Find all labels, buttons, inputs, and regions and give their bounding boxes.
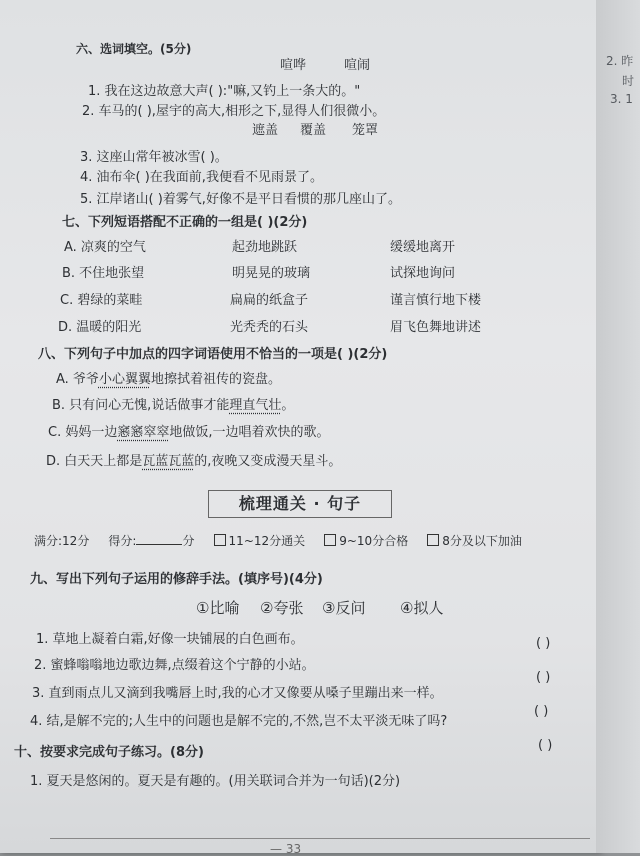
adjacent-text-3: 3. 1 bbox=[610, 92, 633, 106]
adjacent-text-1: 2. 昨 bbox=[606, 54, 634, 68]
rhetoric-question-3: 3. 直到雨点儿又滴到我嘴唇上时,我的心才又像要从嗓子里蹦出来一样。 bbox=[32, 686, 443, 701]
checkbox-pass-full[interactable] bbox=[214, 534, 226, 546]
section7-heading: 七、下列短语搭配不正确的一组是( )(2分) bbox=[62, 215, 308, 230]
word-option: 遮盖 bbox=[252, 123, 279, 138]
choice-b-col2: 明晃晃的玻璃 bbox=[232, 266, 311, 281]
fill-question-5: 5. 江岸诸山( )着雾气,好像不是平日看惯的那几座山了。 bbox=[80, 192, 401, 207]
option-b: B. 只有问心无愧,说话做事才能理直气壮。 bbox=[52, 398, 295, 413]
checkbox-encourage[interactable] bbox=[427, 534, 439, 546]
word-option: 笼罩 bbox=[352, 123, 379, 138]
word-option: 喧哗 bbox=[280, 58, 307, 73]
section8-heading: 八、下列句子中加点的四字词语使用不恰当的一项是( )(2分) bbox=[38, 347, 388, 362]
adjacent-page-edge bbox=[596, 0, 640, 853]
rhetoric-question-4: 4. 结,是解不完的;人生中的问题也是解不完的,不然,岂不太平淡无味了吗? bbox=[30, 714, 448, 729]
score-label: 得分: bbox=[108, 534, 137, 548]
score-blank[interactable] bbox=[136, 532, 182, 545]
fill-question-4: 4. 油布伞( )在我面前,我便看不见雨景了。 bbox=[80, 170, 323, 185]
checkbox-pass[interactable] bbox=[324, 534, 336, 546]
choice-a-col2: 起劲地跳跃 bbox=[232, 240, 298, 255]
section9-heading: 九、写出下列句子运用的修辞手法。(填序号)(4分) bbox=[30, 572, 323, 587]
rhetoric-option: ②夸张 bbox=[260, 599, 304, 617]
word-option: 覆盖 bbox=[300, 123, 327, 138]
option-c: C. 妈妈一边窸窸窣窣地做饭,一边唱着欢快的歌。 bbox=[48, 425, 330, 440]
score-line: 满分:12分 得分: 分 11~12分通关 9~10分合格 8分及以下加油 bbox=[34, 534, 522, 548]
rhetoric-option: ③反问 bbox=[322, 599, 366, 617]
choice-d-col1: D. 温暖的阳光 bbox=[58, 320, 142, 335]
rhetoric-question-1: 1. 草地上凝着白霜,好像一块铺展的白色画布。 bbox=[36, 632, 304, 647]
section-title: 梳理通关 · 句子 bbox=[208, 490, 392, 518]
answer-paren-1[interactable]: ( ) bbox=[536, 636, 551, 651]
answer-line bbox=[50, 838, 590, 839]
section10-heading: 十、按要求完成句子练习。(8分) bbox=[14, 745, 204, 760]
adjacent-text-2: 时 bbox=[622, 74, 635, 88]
section6-heading: 六、选词填空。(5分) bbox=[76, 42, 192, 56]
answer-paren-4[interactable]: ( ) bbox=[538, 738, 553, 753]
choice-c-col2: 扁扁的纸盒子 bbox=[230, 293, 309, 308]
answer-paren-2[interactable]: ( ) bbox=[536, 670, 551, 685]
fill-question-1: 1. 我在这边故意大声( ):"嘛,又钓上一条大的。" bbox=[88, 84, 361, 99]
choice-c-col1: C. 碧绿的菜畦 bbox=[60, 293, 143, 308]
answer-paren-3[interactable]: ( ) bbox=[534, 704, 549, 719]
full-score: 满分:12分 bbox=[34, 534, 90, 548]
choice-d-col3: 眉飞色舞地讲述 bbox=[390, 320, 482, 335]
word-option: 喧闹 bbox=[344, 58, 371, 73]
option-a: A. 爷爷小心翼翼地擦拭着祖传的瓷盘。 bbox=[56, 372, 281, 387]
page-number: — 33 bbox=[270, 842, 302, 856]
sentence-exercise-1: 1. 夏天是悠闲的。夏天是有趣的。(用关联词合并为一句话)(2分) bbox=[30, 774, 401, 789]
fill-question-2: 2. 车马的( ),屋宇的高大,相形之下,显得人们很微小。 bbox=[82, 104, 386, 119]
choice-d-col2: 光秃秃的石头 bbox=[230, 320, 309, 335]
choice-a-col1: A. 凉爽的空气 bbox=[64, 240, 146, 255]
choice-c-col3: 谨言慎行地下楼 bbox=[390, 293, 482, 308]
choice-b-col3: 试探地询问 bbox=[390, 266, 456, 281]
fill-question-3: 3. 这座山常年被冰雪( )。 bbox=[80, 150, 228, 165]
choice-a-col3: 缓缓地离开 bbox=[390, 240, 456, 255]
rhetoric-option: ④拟人 bbox=[400, 599, 444, 617]
choice-b-col1: B. 不住地张望 bbox=[62, 266, 145, 281]
rhetoric-question-2: 2. 蜜蜂嗡嗡地边歌边舞,点缀着这个宁静的小站。 bbox=[34, 658, 315, 673]
rhetoric-option: ①比喻 bbox=[196, 599, 240, 617]
option-d: D. 白天天上都是瓦蓝瓦蓝的,夜晚又变成漫天星斗。 bbox=[46, 454, 342, 469]
